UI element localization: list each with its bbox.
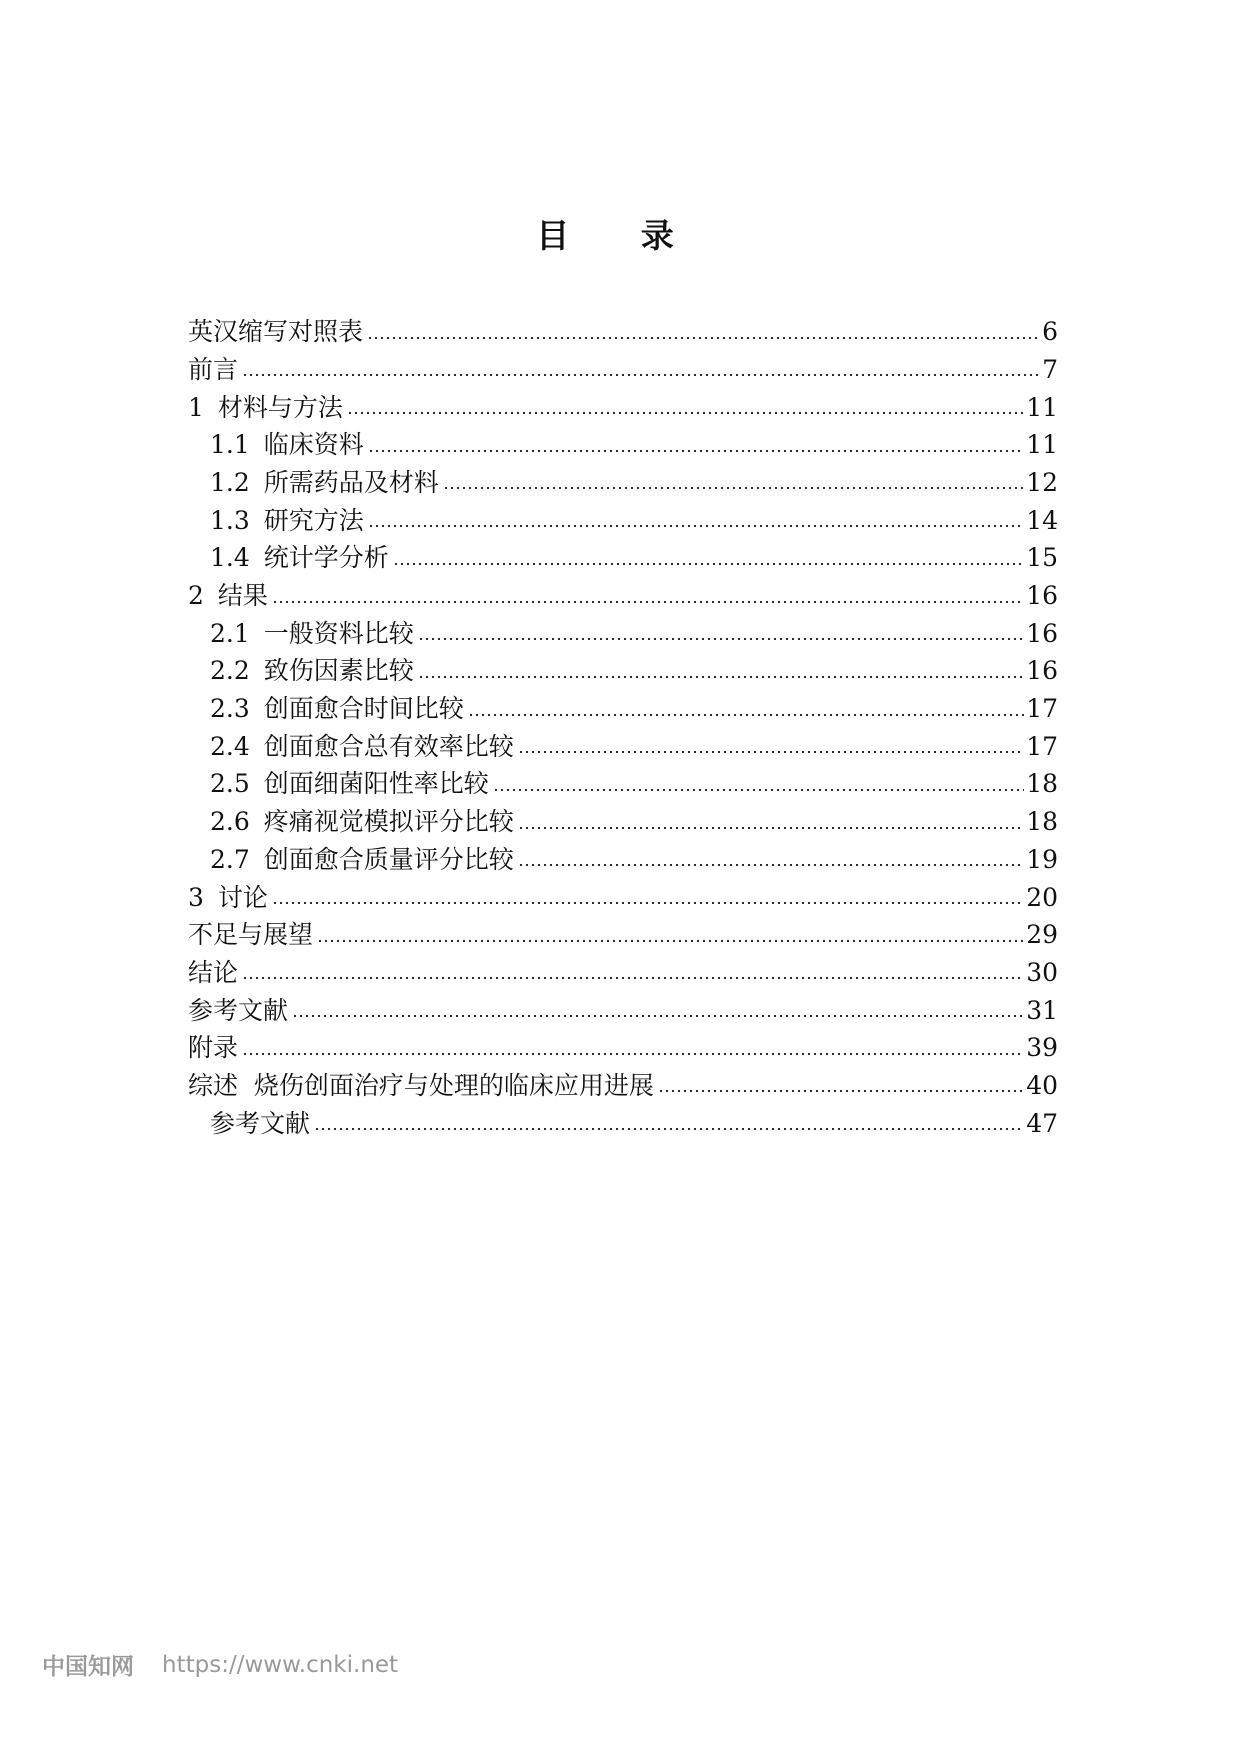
toc-dot-leader bbox=[468, 713, 1024, 717]
toc-entry[interactable] bbox=[188, 986, 1058, 1024]
toc-entry[interactable] bbox=[188, 836, 1058, 874]
toc-entry-text: 综述 烧伤创面治疗与处理的临床应用进展 bbox=[188, 1070, 654, 1100]
toc-entry-number: 2.1 bbox=[210, 618, 250, 648]
toc-entry[interactable] bbox=[188, 610, 1058, 648]
toc-entry-page: 40 bbox=[1026, 1070, 1058, 1100]
toc-entry-page: 29 bbox=[1026, 920, 1058, 950]
footer-url[interactable]: https://www.cnki.net bbox=[162, 1651, 399, 1678]
toc-entry-text: 疼痛视觉模拟评分比较 bbox=[263, 807, 514, 837]
toc-entry-text: 创面细菌阳性率比较 bbox=[263, 769, 489, 799]
toc-entry-label bbox=[210, 657, 414, 685]
toc-entry-page: 12 bbox=[1026, 467, 1058, 497]
toc-entry[interactable] bbox=[188, 1062, 1058, 1100]
toc-dot-leader bbox=[242, 373, 1040, 377]
toc-entry-number: 1.2 bbox=[210, 467, 250, 497]
toc-entry[interactable] bbox=[188, 911, 1058, 949]
toc-entry-text: 附录 bbox=[188, 1033, 239, 1063]
toc-entry-number: 2.2 bbox=[210, 656, 250, 686]
toc-dot-leader bbox=[658, 1089, 1024, 1093]
toc-dot-leader bbox=[367, 336, 1040, 340]
toc-entry-label bbox=[210, 733, 514, 761]
toc-entry-number: 1 bbox=[188, 392, 204, 422]
toc-dot-leader bbox=[368, 524, 1024, 528]
toc-entry[interactable] bbox=[188, 572, 1058, 610]
toc-entry[interactable] bbox=[188, 685, 1058, 723]
toc-dot-leader bbox=[518, 826, 1024, 830]
toc-dot-leader bbox=[493, 788, 1024, 792]
toc-entry-text: 创面愈合质量评分比较 bbox=[263, 844, 514, 874]
toc-entry-label bbox=[188, 394, 343, 422]
toc-entry-number: 2.7 bbox=[210, 844, 250, 874]
toc-entry[interactable] bbox=[188, 346, 1058, 384]
toc-entry-text: 创面愈合时间比较 bbox=[263, 694, 464, 724]
toc-entry-text: 结论 bbox=[188, 957, 239, 987]
toc-dot-leader bbox=[242, 1052, 1024, 1056]
toc-entry-text: 临床资料 bbox=[263, 430, 364, 460]
toc-entry-page: 18 bbox=[1026, 769, 1058, 799]
toc-dot-leader bbox=[292, 1014, 1024, 1018]
toc-entry-page: 19 bbox=[1026, 844, 1058, 874]
toc-entry-label bbox=[210, 695, 464, 723]
toc-entry[interactable] bbox=[188, 383, 1058, 421]
toc-entry-number: 2.6 bbox=[210, 807, 250, 837]
toc-entry-text: 所需药品及材料 bbox=[263, 467, 439, 497]
toc-entry[interactable] bbox=[188, 760, 1058, 798]
toc-entry[interactable] bbox=[188, 496, 1058, 534]
toc-entry-number: 2.3 bbox=[210, 694, 250, 724]
toc-entry-text: 致伤因素比较 bbox=[263, 656, 414, 686]
footer bbox=[42, 1648, 398, 1681]
toc-entry-page: 6 bbox=[1042, 317, 1058, 347]
toc-dot-leader bbox=[347, 411, 1024, 415]
toc-entry[interactable] bbox=[188, 1099, 1058, 1137]
toc-entry-label bbox=[210, 469, 439, 497]
toc-entry-label bbox=[210, 431, 364, 459]
toc-entry-text: 研究方法 bbox=[263, 505, 364, 535]
toc-entry-number: 2.5 bbox=[210, 769, 250, 799]
toc-dot-leader bbox=[418, 637, 1024, 641]
toc-dot-leader bbox=[368, 449, 1024, 453]
toc-entry-label bbox=[210, 1110, 310, 1138]
toc-entry[interactable] bbox=[188, 873, 1058, 911]
toc-entry[interactable] bbox=[188, 798, 1058, 836]
toc-entry[interactable] bbox=[188, 949, 1058, 987]
toc-dot-leader bbox=[393, 562, 1024, 566]
toc-dot-leader bbox=[314, 1127, 1024, 1131]
toc-entry[interactable] bbox=[188, 723, 1058, 761]
toc-entry-page: 18 bbox=[1026, 807, 1058, 837]
toc-entry-page: 31 bbox=[1026, 995, 1058, 1025]
toc-entry-label bbox=[188, 884, 268, 912]
toc-entry-page: 14 bbox=[1026, 505, 1058, 535]
toc-entry-text: 前言 bbox=[188, 354, 239, 384]
toc-entry-number: 1.1 bbox=[210, 430, 250, 460]
toc-entry-page: 17 bbox=[1026, 694, 1058, 724]
toc-entry-text: 统计学分析 bbox=[263, 543, 389, 573]
toc-entry[interactable] bbox=[188, 308, 1058, 346]
toc-entry-text: 材料与方法 bbox=[217, 392, 343, 422]
toc-entry-label bbox=[210, 808, 514, 836]
toc-dot-leader bbox=[443, 486, 1024, 490]
footer-brand: 中国知网 bbox=[42, 1654, 134, 1680]
toc-dot-leader bbox=[518, 863, 1024, 867]
toc-entry-label bbox=[188, 582, 268, 610]
toc-entry-page: 20 bbox=[1026, 882, 1058, 912]
toc-entry[interactable] bbox=[188, 647, 1058, 685]
toc-entry-page: 16 bbox=[1026, 581, 1058, 610]
toc-dot-leader bbox=[272, 901, 1024, 905]
toc-dot-leader bbox=[317, 939, 1024, 943]
toc-entry-label bbox=[188, 1034, 238, 1062]
toc-entry-text: 结果 bbox=[217, 581, 268, 610]
toc-entry-label bbox=[210, 846, 514, 874]
toc-entry-text: 参考文献 bbox=[188, 995, 289, 1025]
toc-entry-page: 11 bbox=[1026, 392, 1058, 422]
toc-entry-label bbox=[210, 507, 364, 535]
toc-entry-page: 39 bbox=[1026, 1033, 1058, 1063]
toc-entry-label bbox=[188, 921, 313, 949]
toc-entry-text: 参考文献 bbox=[210, 1108, 311, 1138]
toc-entry[interactable] bbox=[188, 534, 1058, 572]
toc-entry[interactable] bbox=[188, 459, 1058, 497]
toc-entry-page: 15 bbox=[1026, 543, 1058, 573]
toc-entry-label bbox=[210, 544, 389, 572]
toc-entry-label bbox=[188, 318, 363, 346]
toc-entry[interactable] bbox=[188, 1024, 1058, 1062]
toc-entry[interactable] bbox=[188, 421, 1058, 459]
toc-entry-page: 16 bbox=[1026, 656, 1058, 686]
toc-entry-label bbox=[188, 1072, 654, 1100]
toc-entry-label bbox=[188, 959, 238, 987]
toc-entry-number: 1.3 bbox=[210, 505, 250, 535]
table-of-contents bbox=[188, 308, 1058, 1137]
toc-entry-page: 16 bbox=[1026, 618, 1058, 648]
toc-entry-number: 3 bbox=[188, 882, 204, 912]
toc-dot-leader bbox=[518, 750, 1024, 754]
toc-entry-page: 47 bbox=[1026, 1108, 1058, 1138]
toc-entry-number: 2.4 bbox=[210, 731, 250, 761]
toc-entry-label bbox=[188, 356, 238, 384]
toc-dot-leader bbox=[272, 600, 1024, 604]
toc-entry-text: 不足与展望 bbox=[188, 920, 314, 950]
toc-entry-page: 17 bbox=[1026, 731, 1058, 761]
toc-dot-leader bbox=[242, 976, 1024, 980]
toc-entry-page: 11 bbox=[1026, 430, 1058, 460]
toc-entry-text: 创面愈合总有效率比较 bbox=[263, 731, 514, 761]
toc-entry-number: 2 bbox=[188, 581, 204, 610]
page-title: 目 录 bbox=[536, 216, 704, 255]
toc-entry-text: 一般资料比较 bbox=[263, 618, 414, 648]
toc-entry-label bbox=[188, 997, 288, 1025]
toc-entry-number: 1.4 bbox=[210, 543, 250, 573]
toc-entry-text: 英汉缩写对照表 bbox=[188, 317, 364, 347]
toc-entry-page: 7 bbox=[1042, 354, 1058, 384]
toc-entry-page: 30 bbox=[1026, 957, 1058, 987]
toc-entry-text: 讨论 bbox=[217, 882, 268, 912]
toc-entry-label bbox=[210, 770, 489, 798]
toc-entry-label bbox=[210, 620, 414, 648]
toc-dot-leader bbox=[418, 675, 1024, 679]
